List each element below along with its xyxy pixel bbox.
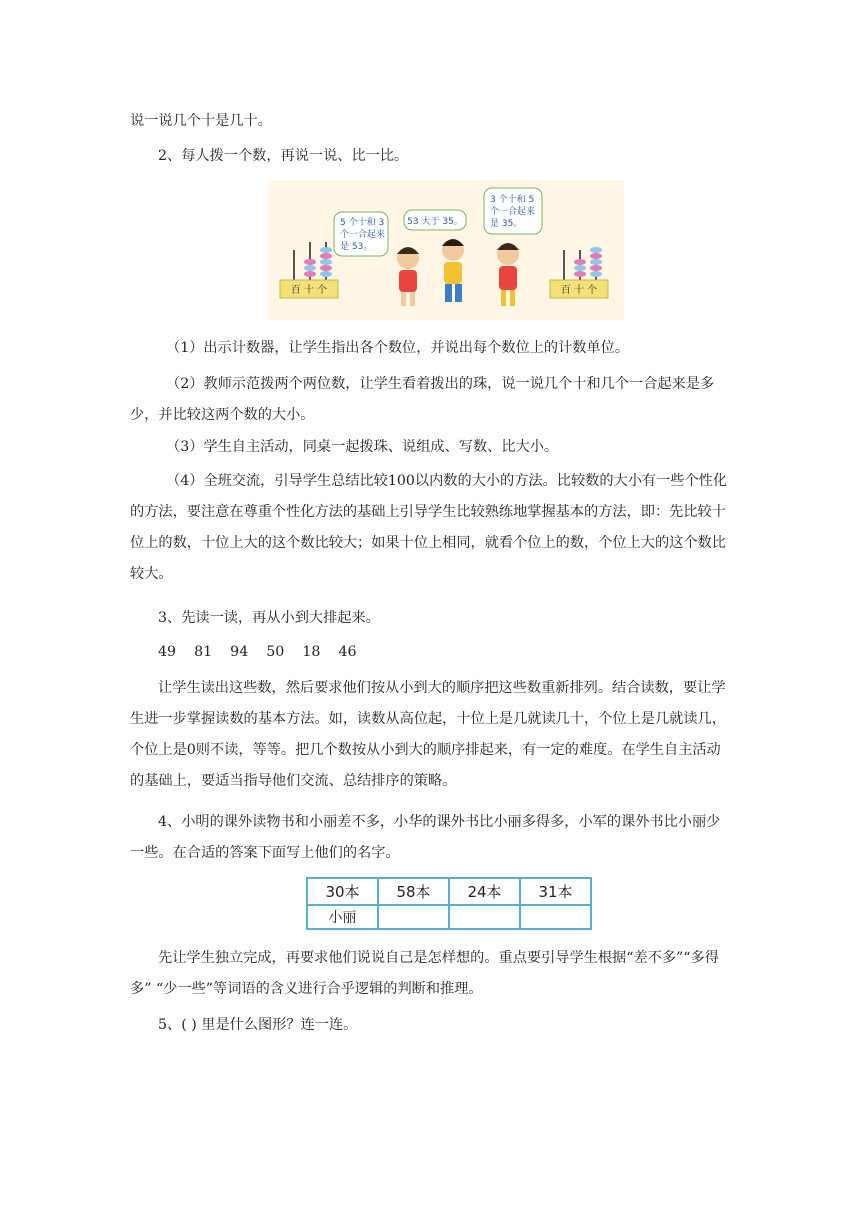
number-list: 49 81 94 50 18 46: [158, 644, 357, 660]
table-header-row: [307, 878, 591, 905]
answer-cell[interactable]: [520, 905, 591, 929]
step-1: （1）出示计数器，让学生指出各个数位，并说出每个数位上的计数单位。: [166, 340, 630, 356]
bubble-right-line-2: 个一合起来: [490, 207, 536, 217]
exercise-4-heading: 4、小明的课外读物书和小丽差不多，小华的课外书比小丽多得多，小军的课外书比小丽少一些。在合适的答案下面写上他们的名字。: [130, 814, 721, 861]
exercise-3-heading: 3、先读一读，再从小到大排起来。: [158, 610, 380, 626]
answer-cell[interactable]: [378, 905, 449, 929]
table-answer-row: [307, 905, 591, 929]
boy-middle: [442, 239, 464, 302]
exercise-3-explanation: 让学生读出这些数，然后要求他们按从小到大的顺序把这些数重新排列。结合读数，要让学生进一步掌握读数的基本方法。如，读数从高位起，十位上是几就读几十，个位上是几就读几，个位上是0则不读，等等。把几个数按从小到大的顺序排起来，有一定的难度。在学生自主活动的基础上，要适当指导他们交流、总结排序的策略。: [130, 680, 726, 789]
girl-left: [397, 247, 419, 306]
text-line: 说一说几个十是几十。: [130, 113, 272, 129]
exercise-4-explanation: 先让学生独立完成，再要求他们说说自己是怎样想的。重点要引导学生根据“差不多”“多得多” “少一些”等词语的含义进行合乎逻辑的判断和推理。: [130, 950, 719, 997]
step-2: （2）教师示范拨两个两位数，让学生看着拨出的珠，说一说几个十和几个一合起来是多少，并比较这两个数的大小。: [130, 376, 715, 423]
svg-text:个一合起来: [340, 228, 385, 240]
middle-speech-bubble: [404, 210, 466, 230]
abacus-illustration: [268, 180, 624, 320]
right-speech-bubble: [484, 188, 542, 234]
bubble-right-line-1: 3 个十和 5: [490, 195, 535, 205]
bubble-left-line-3: 是 53。: [340, 242, 373, 252]
step-3: （3）学生自主活动，同桌一起拨珠、说组成、写数、比大小。: [166, 439, 559, 455]
table-cell: 小丽: [307, 905, 378, 929]
bubble-left-line-1: 5 个十和 3: [340, 218, 385, 228]
table-cell: 24本: [449, 878, 520, 905]
table-cell: 31本: [520, 878, 591, 905]
left-abacus-label: 百 十 个: [290, 285, 328, 296]
svg-text:3 个十和 5: [490, 193, 534, 205]
exercise-5-heading: 5、( ) 里是什么图形？连一连。: [158, 1017, 358, 1033]
step-4: （4）全班交流，引导学生总结比较100以内数的大小的方法。比较数的大小有一些个性化的方法，要注意在尊重个性化方法的基础上引导学生比较熟练地掌握基本的方法，即：先比较十位上的数，十位上大的这个数比较大；如果十位上相同，就看个位上的数，个位上大的这个数比较大。: [130, 473, 728, 582]
right-abacus: [550, 247, 608, 298]
svg-text:5 个十和 3: [340, 216, 384, 228]
book-count-table: [306, 877, 592, 930]
bubble-right-line-3: 是 35。: [490, 219, 523, 229]
table-cell: 30本: [307, 878, 378, 905]
left-speech-bubble: [334, 212, 388, 256]
svg-text:是 35。: [490, 218, 522, 229]
svg-text:是 53。: [340, 241, 372, 252]
exercise-2-heading: 2、每人拨一个数，再说一说、比一比。: [158, 148, 409, 164]
bubble-middle-text: 53 大于 35。: [407, 217, 463, 227]
right-abacus-label: 百 十 个: [560, 285, 598, 296]
left-abacus: [280, 242, 338, 298]
answer-cell[interactable]: [449, 905, 520, 929]
table-cell: 58本: [378, 878, 449, 905]
svg-text:个一合起来: [490, 205, 535, 217]
girl-right: [497, 243, 519, 306]
bubble-left-line-2: 个一合起来: [340, 230, 386, 240]
